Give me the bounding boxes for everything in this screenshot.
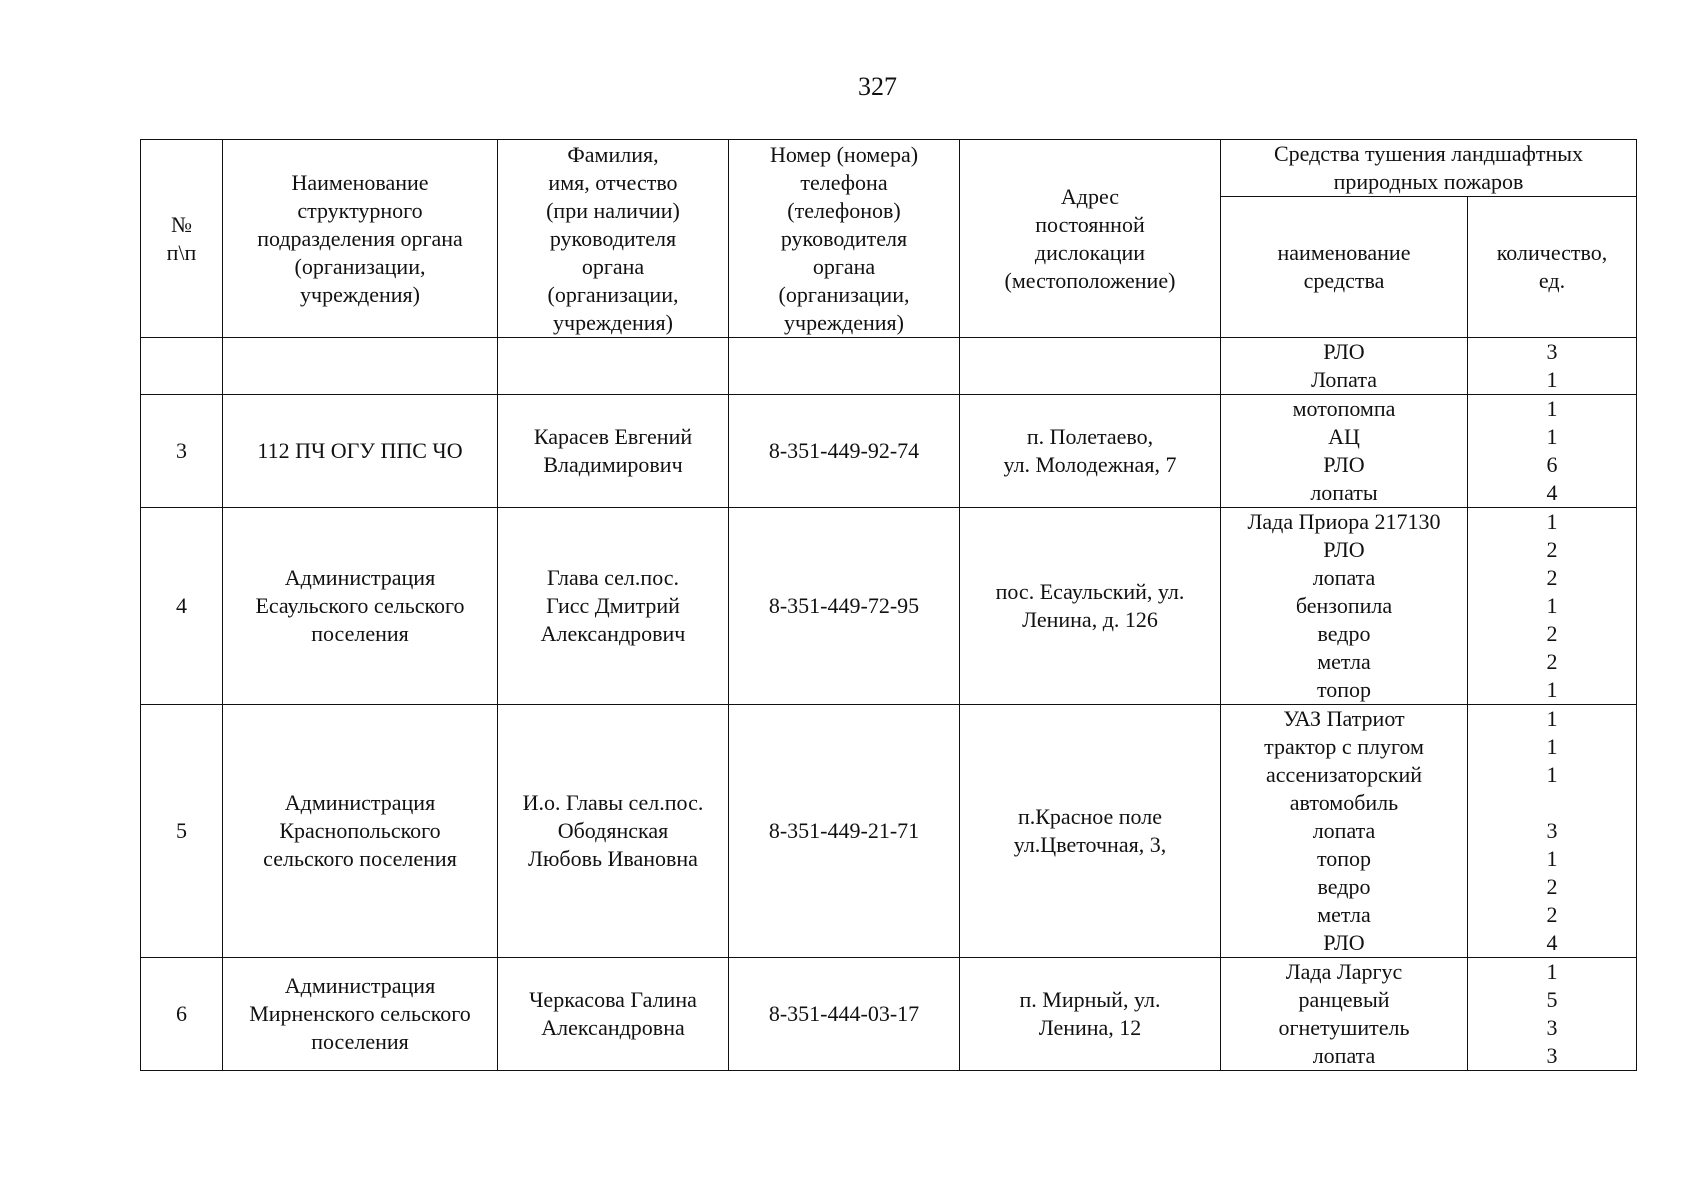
address [960,338,1221,395]
head-name-line: Гисс Дмитрий [546,593,680,618]
header-means-group [1221,140,1637,197]
header-line: (организации, [294,253,426,279]
equipment-name: топор [1316,846,1372,871]
head-name-line: Владимирович [543,452,683,477]
equipment-name: Лада Приора 217130 [1247,509,1441,534]
equipment-qty: 3 [1546,339,1558,364]
equipment-name: РЛО [1323,537,1365,562]
equipment-name: лопата [1312,818,1376,843]
equipment-qty: 3 [1546,1015,1558,1040]
header-line: органа [812,253,876,279]
equipment-qty: 1 [1546,846,1558,871]
equipment-qty: 1 [1546,509,1558,534]
address-line: п. Полетаево, [1026,424,1154,449]
header-head-name [498,140,729,338]
equipment-names [1221,958,1468,1071]
equipment-qty: 4 [1546,930,1558,955]
equipment-names [1221,705,1468,958]
equipment-qty: 4 [1546,480,1558,505]
head-name-line: Александровна [541,1015,685,1040]
fire-equipment-table [140,139,1637,1071]
equipment-quantities [1468,338,1637,395]
unit-name-line: Администрация [284,973,436,998]
phone-number: 8-351-444-03-17 [729,958,960,1071]
equipment-name: РЛО [1323,930,1365,955]
header-line: учреждения) [553,309,673,335]
equipment-name: бензопила [1295,593,1393,618]
header-line: органа [581,253,645,279]
header-line: имя, отчество [548,169,678,195]
header-line: учреждения) [784,309,904,335]
equipment-qty: 1 [1546,959,1558,984]
unit-name-line: Краснопольского [279,818,441,843]
unit-name [223,508,498,705]
equipment-quantities [1468,508,1637,705]
head-name-line: Карасев Евгений [533,424,693,449]
unit-name-line: Администрация [284,790,436,815]
header-line: подразделения органа [257,225,463,251]
header-line: телефона [800,169,888,195]
header-line: № [171,211,192,237]
equipment-quantities [1468,395,1637,508]
head-name-line: Глава сел.пос. [546,565,680,590]
equipment-name: ведро [1317,621,1371,646]
header-address [960,140,1221,338]
equipment-name: ассенизаторский [1265,762,1423,787]
table-row [141,508,1637,705]
header-line: (телефонов) [787,197,901,223]
equipment-qty: 1 [1546,396,1558,421]
head-name-line: И.о. Главы сел.пос. [522,790,704,815]
equipment-qty: 1 [1546,762,1558,787]
equipment-qty: 1 [1546,706,1558,731]
equipment-name: лопата [1312,1043,1376,1068]
equipment-qty: 1 [1546,734,1558,759]
unit-name [223,958,498,1071]
equipment-name: РЛО [1323,452,1365,477]
head-name [498,508,729,705]
head-name [498,705,729,958]
phone-number: 8-351-449-21-71 [729,705,960,958]
equipment-qty [1468,789,1636,817]
header-line: (местоположение) [1004,267,1176,293]
phone-number: 8-351-449-92-74 [729,395,960,508]
equipment-name: огнетушитель [1278,1015,1410,1040]
table-row [141,958,1637,1071]
table-row [141,705,1637,958]
equipment-name: ведро [1317,874,1371,899]
equipment-qty: 2 [1546,565,1558,590]
header-line: (организации, [778,281,910,307]
address [960,508,1221,705]
header-line: Адрес [1060,183,1120,209]
equipment-name: метла [1317,649,1371,674]
address [960,395,1221,508]
equipment-qty: 2 [1546,621,1558,646]
equipment-name: Лопата [1311,367,1377,392]
row-number: 4 [141,508,223,705]
address-line: пос. Есаульский, ул. [995,579,1185,604]
equipment-name: трактор с плугом [1264,734,1424,759]
unit-name [223,338,498,395]
header-phone [729,140,960,338]
equipment-name: Лада Ларгус [1285,959,1403,984]
equipment-qty: 3 [1546,1043,1558,1068]
equipment-qty: 1 [1546,593,1558,618]
equipment-qty: 5 [1546,987,1558,1012]
unit-name-line: поселения [311,1029,409,1054]
equipment-qty: 1 [1546,367,1558,392]
equipment-qty: 2 [1546,874,1558,899]
address [960,705,1221,958]
address-line: Ленина, д. 126 [1022,607,1158,632]
row-number: 6 [141,958,223,1071]
header-line: ед. [1538,268,1566,293]
head-name-line: Любовь Ивановна [528,846,698,871]
equipment-name: ранцевый [1298,987,1390,1012]
equipment-qty: 2 [1546,537,1558,562]
header-line: Наименование [291,169,429,195]
row-number: 3 [141,395,223,508]
phone-number: 8-351-449-72-95 [729,508,960,705]
address-line: ул. Молодежная, 7 [1003,452,1177,477]
address-line: п.Красное поле [1017,804,1162,829]
unit-name-line: Мирненского сельского [249,1001,471,1026]
page-number: 327 [858,72,897,101]
unit-name [223,395,498,508]
unit-name-line: Есаульского сельского [255,593,465,618]
header-means-qty [1468,197,1637,338]
phone-number [729,338,960,395]
equipment-quantities [1468,958,1637,1071]
equipment-qty: 3 [1546,818,1558,843]
equipment-name: УАЗ Патриот [1283,706,1405,731]
equipment-qty: 1 [1546,424,1558,449]
table-body [141,338,1637,1071]
header-line: количество, [1496,240,1608,265]
equipment-name: РЛО [1323,339,1365,364]
equipment-qty: 6 [1546,452,1558,477]
header-line: наименование [1277,240,1411,265]
header-line: руководителя [780,225,908,251]
header-line: (при наличии) [546,197,680,223]
head-name [498,958,729,1071]
header-line: (организации, [547,281,679,307]
header-line: природных пожаров [1333,169,1524,194]
header-line: п\п [166,239,197,265]
head-name [498,395,729,508]
header-line: Номер (номера) [769,141,919,167]
table-row [141,395,1637,508]
equipment-name: мотопомпа [1292,396,1396,421]
equipment-name: лопаты [1310,480,1378,505]
unit-name-line: 112 ПЧ ОГУ ППС ЧО [257,438,463,463]
header-line: постоянной [1035,211,1145,237]
header-line: Средства тушения ландшафтных [1273,141,1584,166]
header-line: учреждения) [300,281,420,307]
header-number [141,140,223,338]
equipment-name: лопата [1312,565,1376,590]
head-name-line: Черкасова Галина [529,987,697,1012]
header-line: структурного [297,197,423,223]
equipment-qty: 2 [1546,902,1558,927]
header-line: руководителя [549,225,677,251]
equipment-quantities [1468,705,1637,958]
unit-name-line: Администрация [284,565,436,590]
head-name [498,338,729,395]
unit-name [223,705,498,958]
equipment-qty: 1 [1546,677,1558,702]
equipment-name: метла [1317,902,1371,927]
equipment-name: топор [1316,677,1372,702]
header-unit-name [223,140,498,338]
equipment-names [1221,508,1468,705]
unit-name-line: поселения [311,621,409,646]
equipment-name: автомобиль [1289,790,1399,815]
equipment-qty: 2 [1546,649,1558,674]
head-name-line: Ободянская [557,818,669,843]
address [960,958,1221,1071]
header-line: дислокации [1034,239,1146,265]
address-line: п. Мирный, ул. [1019,987,1161,1012]
head-name-line: Александрович [540,621,686,646]
header-line: Фамилия, [567,141,659,167]
unit-name-line: сельского поселения [263,846,457,871]
address-line: Ленина, 12 [1038,1015,1142,1040]
row-number [141,338,223,395]
row-number: 5 [141,705,223,958]
header-line: средства [1303,268,1385,293]
table-row [141,338,1637,395]
equipment-name: АЦ [1328,424,1360,449]
equipment-names [1221,395,1468,508]
equipment-names [1221,338,1468,395]
header-means-name [1221,197,1468,338]
address-line: ул.Цветочная, 3, [1013,832,1167,857]
